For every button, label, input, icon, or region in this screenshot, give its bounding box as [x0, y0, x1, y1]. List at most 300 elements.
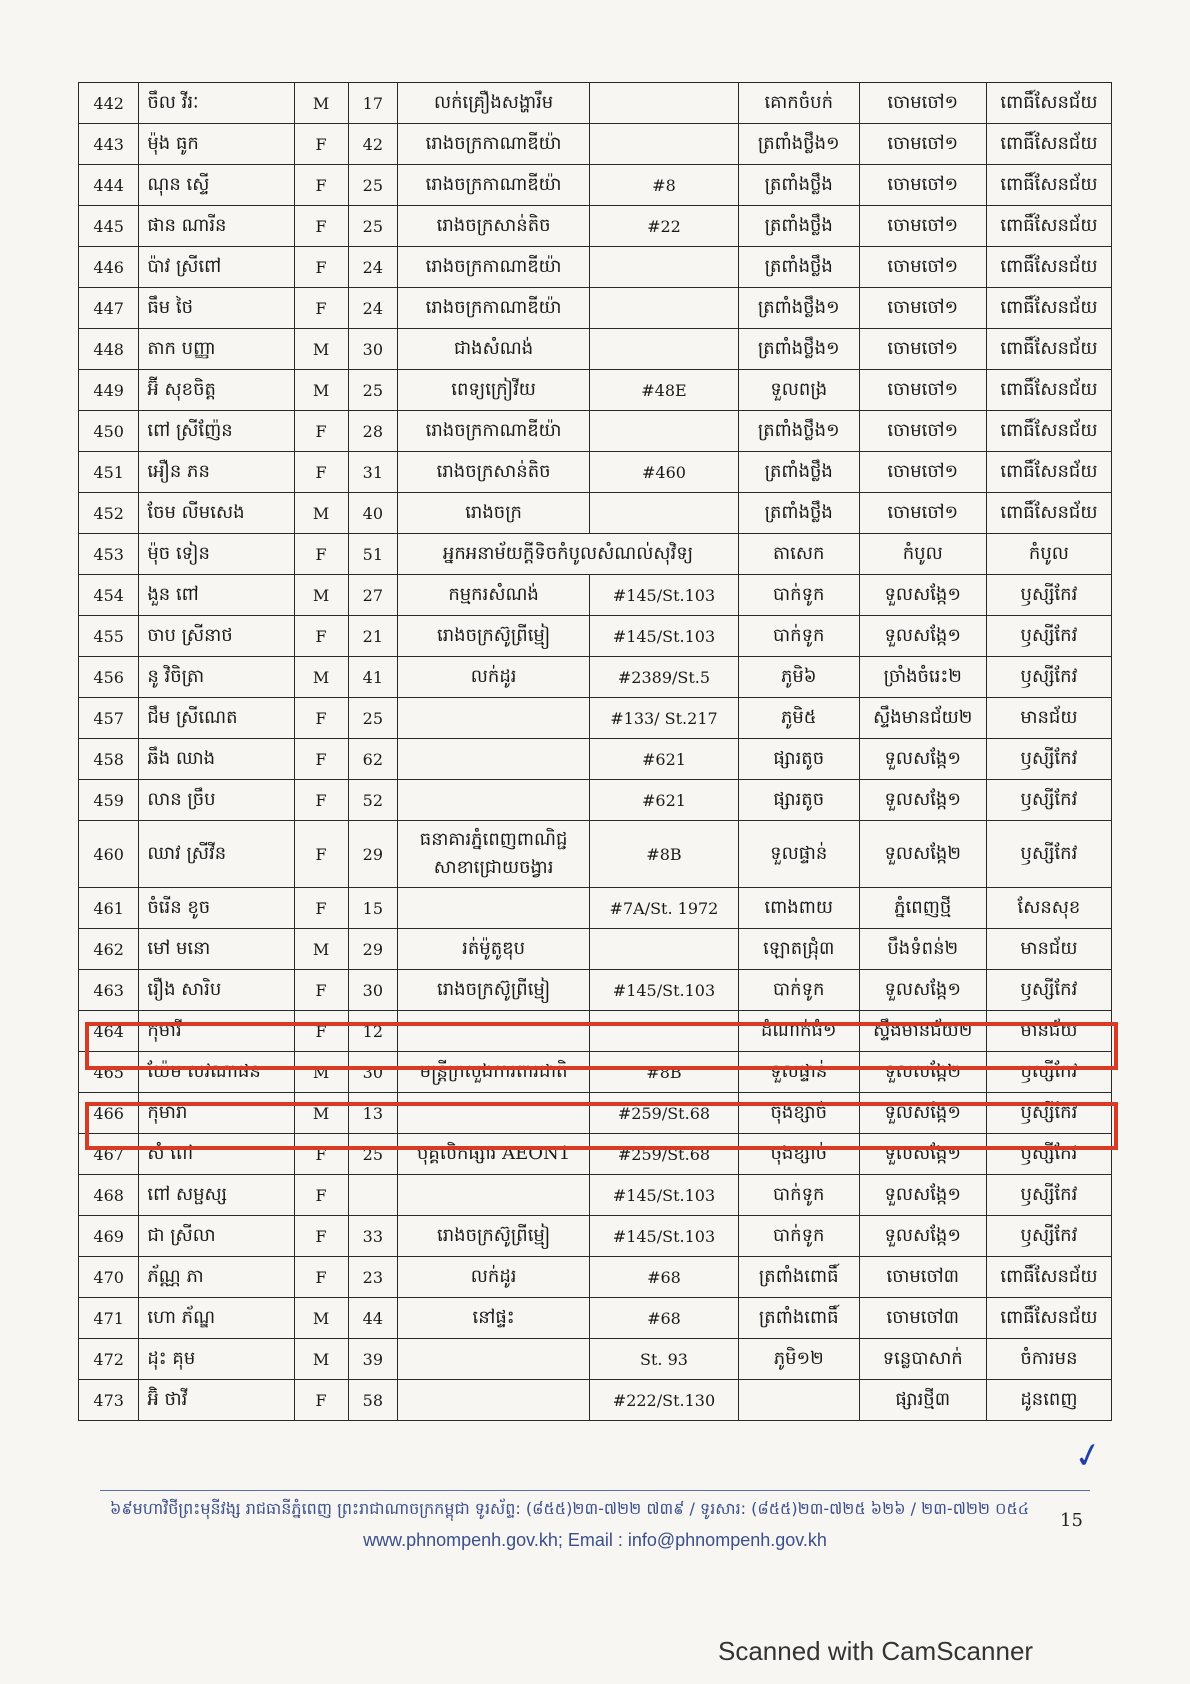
cell-village: ទួលផ្ទាន់ [738, 1052, 859, 1093]
cell-number: 461 [79, 888, 139, 929]
cell-village: ត្រពាំងថ្លឹង [738, 206, 859, 247]
cell-village: តាសេក [738, 534, 859, 575]
cell-name: ចែម លីមសេង [139, 493, 294, 534]
cell-name: អ៊ិ ថាវី [139, 1380, 294, 1421]
cell-commune: ទួលសង្កែ១ [859, 780, 986, 821]
table-row [79, 206, 1112, 247]
cell-age: 58 [348, 1380, 398, 1421]
cell-occupation: រោងចក្រកាណាឌីយ៉ា [398, 411, 590, 452]
cell-village [738, 1380, 859, 1421]
table-row [79, 83, 1112, 124]
cell-village: បាក់ទូក [738, 575, 859, 616]
table-row [79, 1175, 1112, 1216]
cell-village: ត្រពាំងពោធិ៍ [738, 1257, 859, 1298]
cell-district: ពោធិ៍សែនជ័យ [986, 165, 1111, 206]
cell-house-street: #133/ St.217 [590, 698, 739, 739]
cell-number: 455 [79, 616, 139, 657]
cell-house-street: #145/St.103 [590, 575, 739, 616]
cell-commune: ចោមចៅ១ [859, 411, 986, 452]
cell-house-street: #145/St.103 [590, 1216, 739, 1257]
cell-commune: ទួលសង្កែ១ [859, 1175, 986, 1216]
cell-age: 41 [348, 657, 398, 698]
cell-village: ចុងខ្សាច់ [738, 1134, 859, 1175]
cell-occupation [398, 1175, 590, 1216]
cell-number: 470 [79, 1257, 139, 1298]
cell-age [348, 1175, 398, 1216]
table-row [79, 329, 1112, 370]
cell-age: 25 [348, 1134, 398, 1175]
table-row [79, 1216, 1112, 1257]
cell-village: ភូមិ១២ [738, 1339, 859, 1380]
cell-sex: F [294, 288, 348, 329]
cell-house-street: #460 [590, 452, 739, 493]
cell-sex: M [294, 493, 348, 534]
cell-commune: ចោមចៅ១ [859, 370, 986, 411]
cell-district: ឫស្សីកែវ [986, 739, 1111, 780]
cell-name: លាន ច្រឹប [139, 780, 294, 821]
cell-name: អ៊ី សុខចិត្ត [139, 370, 294, 411]
cell-sex: F [294, 452, 348, 493]
table-row [79, 452, 1112, 493]
cell-district: ពោធិ៍សែនជ័យ [986, 452, 1111, 493]
cell-house-street [590, 1011, 739, 1052]
cell-village: ត្រពាំងថ្លឹង១ [738, 288, 859, 329]
cell-occupation: នៅផ្ទះ [398, 1298, 590, 1339]
table-row [79, 888, 1112, 929]
cell-house-street: #8B [590, 821, 739, 888]
cell-occupation [398, 1093, 590, 1134]
cell-name: តាក បញ្ញា [139, 329, 294, 370]
cell-house-street: St. 93 [590, 1339, 739, 1380]
cell-sex: M [294, 370, 348, 411]
cell-sex: F [294, 739, 348, 780]
cell-occupation: រោងចក្រស៊ូព្រីម្មៀ [398, 1216, 590, 1257]
cell-district: ពោធិ៍សែនជ័យ [986, 411, 1111, 452]
cell-village: ត្រពាំងថ្លឹង [738, 247, 859, 288]
cell-house-street: #8 [590, 165, 739, 206]
cell-house-street: #259/St.68 [590, 1093, 739, 1134]
cell-village: ត្រពាំងពោធិ៍ [738, 1298, 859, 1339]
table-row [79, 575, 1112, 616]
table-row [79, 1380, 1112, 1421]
cell-house-street: #259/St.68 [590, 1134, 739, 1175]
cell-house-street [590, 83, 739, 124]
cell-village: ផ្សារតូច [738, 780, 859, 821]
cell-occupation: អ្នកអនាម័យក្ដីទិចកំបូលសំណល់សុវិទ្យ [398, 534, 739, 575]
table-row [79, 1257, 1112, 1298]
cell-age: 15 [348, 888, 398, 929]
cell-age: 31 [348, 452, 398, 493]
cell-name: កុមារា [139, 1093, 294, 1134]
page-number: 15 [1060, 1510, 1083, 1531]
cell-district: ពោធិ៍សែនជ័យ [986, 83, 1111, 124]
table-row [79, 165, 1112, 206]
table-row [79, 534, 1112, 575]
table-row [79, 1339, 1112, 1380]
cell-sex: F [294, 165, 348, 206]
cell-name: នូ វិចិត្រា [139, 657, 294, 698]
cell-commune: ទួលសង្កែ១ [859, 1216, 986, 1257]
cell-name: មៅ មនោ [139, 929, 294, 970]
cell-name: ជឹម ស្រីណេត [139, 698, 294, 739]
cell-number: 449 [79, 370, 139, 411]
cell-district: ឫស្សីកែវ [986, 1175, 1111, 1216]
cell-number: 462 [79, 929, 139, 970]
cell-sex: F [294, 616, 348, 657]
cell-sex: M [294, 657, 348, 698]
cell-district: ឫស្សីកែវ [986, 1093, 1111, 1134]
cell-commune: ចោមចៅ១ [859, 452, 986, 493]
cell-commune: ទន្លេបាសាក់ [859, 1339, 986, 1380]
cell-name: ម៉ុច ទៀន [139, 534, 294, 575]
cell-district: ពោធិ៍សែនជ័យ [986, 247, 1111, 288]
cell-occupation: រោងចក្រស៊ូព្រីម្មៀ [398, 970, 590, 1011]
cell-occupation: រោងចក្រកាណាឌីយ៉ា [398, 165, 590, 206]
cell-commune: ច្រាំងចំរេះ២ [859, 657, 986, 698]
cell-name: ពៅ ស្រីញ៉ែន [139, 411, 294, 452]
cell-occupation [398, 739, 590, 780]
cell-house-street [590, 329, 739, 370]
cell-house-street: #145/St.103 [590, 616, 739, 657]
cell-age: 27 [348, 575, 398, 616]
cell-number: 448 [79, 329, 139, 370]
table-row [79, 698, 1112, 739]
cell-sex: F [294, 247, 348, 288]
cell-village: បាក់ទូក [738, 1216, 859, 1257]
table-row [79, 657, 1112, 698]
cell-age: 42 [348, 124, 398, 165]
cell-district: មានជ័យ [986, 929, 1111, 970]
cell-commune: ទួលសង្កែ២ [859, 821, 986, 888]
cell-number: 453 [79, 534, 139, 575]
footer-divider [100, 1490, 1090, 1491]
cell-commune: ទួលសង្កែ២ [859, 1052, 986, 1093]
cell-age: 25 [348, 370, 398, 411]
cell-number: 471 [79, 1298, 139, 1339]
cell-house-street [590, 411, 739, 452]
cell-village: ផ្សារតូច [738, 739, 859, 780]
cell-sex: M [294, 575, 348, 616]
table-row [79, 247, 1112, 288]
cell-house-street: #22 [590, 206, 739, 247]
handwritten-check-icon: ✓ [1070, 1433, 1107, 1479]
cell-house-street: #68 [590, 1257, 739, 1298]
cell-name: ងួន ពៅ [139, 575, 294, 616]
cell-village: ត្រពាំងថ្លឹង [738, 452, 859, 493]
cell-occupation: រោងចក្រសាន់តិច [398, 206, 590, 247]
cell-occupation [398, 1011, 590, 1052]
cell-district: មានជ័យ [986, 1011, 1111, 1052]
cell-district: ពោធិ៍សែនជ័យ [986, 1257, 1111, 1298]
cell-house-street: #7A/St. 1972 [590, 888, 739, 929]
cell-number: 457 [79, 698, 139, 739]
cell-age: 33 [348, 1216, 398, 1257]
cell-sex: F [294, 1175, 348, 1216]
cell-name: ធឹម ថៃ [139, 288, 294, 329]
cell-occupation: មន្ត្រីក្រសួងការពារជាតិ [398, 1052, 590, 1093]
cell-village: ត្រពាំងថ្លឹង [738, 165, 859, 206]
cell-commune: ទួលសង្កែ១ [859, 1134, 986, 1175]
cell-district: ពោធិ៍សែនជ័យ [986, 329, 1111, 370]
cell-sex: F [294, 206, 348, 247]
cell-occupation: លក់ដូរ [398, 657, 590, 698]
cell-village: បាក់ទូក [738, 616, 859, 657]
cell-name: ពៅ សម្ផស្ស [139, 1175, 294, 1216]
cell-age: 51 [348, 534, 398, 575]
records-table [78, 82, 1112, 1421]
cell-sex: M [294, 1052, 348, 1093]
cell-sex: M [294, 329, 348, 370]
table-row [79, 1011, 1112, 1052]
cell-sex: F [294, 1134, 348, 1175]
cell-sex: F [294, 780, 348, 821]
cell-occupation: បុគ្គលិកផ្សារ AEON1 [398, 1134, 590, 1175]
cell-village: ទួលផ្ទាន់ [738, 821, 859, 888]
cell-house-street: #621 [590, 739, 739, 780]
cell-name: ចាប ស្រីនាថ [139, 616, 294, 657]
cell-number: 454 [79, 575, 139, 616]
cell-occupation [398, 698, 590, 739]
records-table-body [79, 83, 1112, 1421]
cell-name: ណុន ស្ទើ [139, 165, 294, 206]
cell-house-street: #8B [590, 1052, 739, 1093]
cell-age: 25 [348, 698, 398, 739]
cell-age: 39 [348, 1339, 398, 1380]
cell-village: បាក់ទូក [738, 1175, 859, 1216]
table-row [79, 739, 1112, 780]
cell-number: 451 [79, 452, 139, 493]
cell-district: ឫស្សីកែវ [986, 970, 1111, 1011]
cell-age: 62 [348, 739, 398, 780]
table-row [79, 288, 1112, 329]
cell-sex: M [294, 83, 348, 124]
cell-sex: M [294, 929, 348, 970]
table-row [79, 1134, 1112, 1175]
cell-number: 460 [79, 821, 139, 888]
cell-number: 472 [79, 1339, 139, 1380]
cell-occupation: ពេទ្យក្រៀវីយ [398, 370, 590, 411]
cell-age: 44 [348, 1298, 398, 1339]
cell-district: ឫស្សីកែវ [986, 1216, 1111, 1257]
cell-village: ពោងពាយ [738, 888, 859, 929]
cell-occupation [398, 780, 590, 821]
table-row [79, 124, 1112, 165]
cell-name: ដុះ គុម [139, 1339, 294, 1380]
cell-house-street [590, 288, 739, 329]
table-row [79, 1093, 1112, 1134]
footer-web-email: www.phnompenh.gov.kh; Email : info@phnompenh.gov.kh [363, 1530, 827, 1550]
cell-occupation: ធនាគារភ្នំពេញពាណិជ្ជ សាខាជ្រោយចង្វារ [398, 821, 590, 888]
cell-village: ត្រពាំងថ្លឹង១ [738, 124, 859, 165]
cell-number: 467 [79, 1134, 139, 1175]
cell-house-street: #2389/St.5 [590, 657, 739, 698]
scan-watermark: Scanned with CamScanner [718, 1636, 1034, 1666]
cell-occupation: រោងចក្រ [398, 493, 590, 534]
cell-commune: ស្ទឹងមានជ័យ២ [859, 1011, 986, 1052]
cell-occupation: លក់ដូរ [398, 1257, 590, 1298]
cell-name: ចំរើន ខូច [139, 888, 294, 929]
cell-number: 468 [79, 1175, 139, 1216]
cell-name: សំ ពៅ [139, 1134, 294, 1175]
cell-sex: M [294, 1339, 348, 1380]
cell-sex: F [294, 411, 348, 452]
table-row [79, 616, 1112, 657]
table-row [79, 411, 1112, 452]
records-table-wrap [78, 82, 1112, 1421]
table-row [79, 780, 1112, 821]
cell-district: ពោធិ៍សែនជ័យ [986, 1298, 1111, 1339]
cell-commune: កំបូល [859, 534, 986, 575]
cell-commune: ភ្នំពេញថ្មី [859, 888, 986, 929]
cell-number: 447 [79, 288, 139, 329]
cell-name: ភ័ណ្ណ ភា [139, 1257, 294, 1298]
cell-number: 465 [79, 1052, 139, 1093]
cell-name: ចឹល វីរៈ [139, 83, 294, 124]
cell-commune: ចោមចៅ១ [859, 329, 986, 370]
cell-age: 28 [348, 411, 398, 452]
cell-house-street [590, 493, 739, 534]
cell-commune: ស្ទឹងមានជ័យ២ [859, 698, 986, 739]
cell-district: ឫស្សីកែវ [986, 821, 1111, 888]
cell-number: 469 [79, 1216, 139, 1257]
cell-district: ឫស្សីកែវ [986, 1134, 1111, 1175]
cell-age: 21 [348, 616, 398, 657]
cell-number: 464 [79, 1011, 139, 1052]
cell-village: ត្រពាំងថ្លឹង [738, 493, 859, 534]
cell-village: ភូមិ៦ [738, 657, 859, 698]
cell-house-street: #68 [590, 1298, 739, 1339]
cell-sex: F [294, 888, 348, 929]
cell-number: 446 [79, 247, 139, 288]
cell-village: ឡោតជ្រុំ៣ [738, 929, 859, 970]
cell-commune: ទួលសង្កែ១ [859, 616, 986, 657]
cell-name: ប៉ាវ ស្រីពៅ [139, 247, 294, 288]
cell-commune: ចោមចៅ៣ [859, 1257, 986, 1298]
cell-name: ម៉ុង ធូក [139, 124, 294, 165]
cell-number: 466 [79, 1093, 139, 1134]
cell-house-street [590, 124, 739, 165]
cell-district: ឫស្សីកែវ [986, 575, 1111, 616]
cell-age: 12 [348, 1011, 398, 1052]
cell-district: សែនសុខ [986, 888, 1111, 929]
cell-sex: F [294, 821, 348, 888]
cell-house-street: #145/St.103 [590, 970, 739, 1011]
cell-sex: F [294, 1257, 348, 1298]
cell-village: ភូមិ៥ [738, 698, 859, 739]
table-row [79, 821, 1112, 888]
cell-age: 29 [348, 929, 398, 970]
cell-commune: បឹងទំពន់២ [859, 929, 986, 970]
cell-age: 30 [348, 329, 398, 370]
cell-house-street: #145/St.103 [590, 1175, 739, 1216]
cell-district: ឫស្សីកែវ [986, 780, 1111, 821]
cell-district: កំបូល [986, 534, 1111, 575]
cell-district: ឫស្សីកែវ [986, 1052, 1111, 1093]
cell-occupation: ជាងសំណង់ [398, 329, 590, 370]
cell-number: 443 [79, 124, 139, 165]
cell-occupation [398, 1339, 590, 1380]
cell-name: ហោ ភ័ណ្ឌ [139, 1298, 294, 1339]
cell-district: ឫស្សីកែវ [986, 616, 1111, 657]
cell-village: គោកចំបក់ [738, 83, 859, 124]
cell-sex: F [294, 698, 348, 739]
cell-name: ផាន ណារីន [139, 206, 294, 247]
cell-sex: F [294, 534, 348, 575]
cell-sex: F [294, 1011, 348, 1052]
table-row [79, 1298, 1112, 1339]
cell-district: ចំការមន [986, 1339, 1111, 1380]
cell-age: 30 [348, 1052, 398, 1093]
cell-number: 456 [79, 657, 139, 698]
cell-name: អឿន ភន [139, 452, 294, 493]
cell-occupation: រោងចក្រកាណាឌីយ៉ា [398, 247, 590, 288]
table-row [79, 1052, 1112, 1093]
cell-house-street: #222/St.130 [590, 1380, 739, 1421]
cell-occupation: រត់ម៉ូតូឌុប [398, 929, 590, 970]
cell-name: កុមារី [139, 1011, 294, 1052]
cell-commune: ចោមចៅ១ [859, 206, 986, 247]
cell-commune: ចោមចៅ១ [859, 493, 986, 534]
cell-district: ពោធិ៍សែនជ័យ [986, 288, 1111, 329]
cell-commune: ចោមចៅ១ [859, 247, 986, 288]
cell-village: ដំណាក់ធំ១ [738, 1011, 859, 1052]
cell-sex: M [294, 1093, 348, 1134]
cell-age: 25 [348, 165, 398, 206]
cell-name: ឈាវ ស្រីវីន [139, 821, 294, 888]
cell-house-street [590, 929, 739, 970]
cell-village: ទួលពង្រ [738, 370, 859, 411]
cell-commune: ចោមចៅ១ [859, 165, 986, 206]
cell-commune: ទួលសង្កែ១ [859, 575, 986, 616]
cell-commune: ចោមចៅ៣ [859, 1298, 986, 1339]
cell-age: 25 [348, 206, 398, 247]
cell-number: 473 [79, 1380, 139, 1421]
cell-number: 452 [79, 493, 139, 534]
cell-commune: ទួលសង្កែ១ [859, 739, 986, 780]
cell-occupation: រោងចក្រសាន់តិច [398, 452, 590, 493]
cell-number: 444 [79, 165, 139, 206]
cell-sex: F [294, 970, 348, 1011]
cell-age: 24 [348, 247, 398, 288]
cell-commune: ចោមចៅ១ [859, 124, 986, 165]
cell-district: ពោធិ៍សែនជ័យ [986, 124, 1111, 165]
cell-number: 442 [79, 83, 139, 124]
table-row [79, 370, 1112, 411]
cell-age: 40 [348, 493, 398, 534]
cell-number: 458 [79, 739, 139, 780]
cell-district: ពោធិ៍សែនជ័យ [986, 493, 1111, 534]
cell-number: 463 [79, 970, 139, 1011]
cell-sex: F [294, 124, 348, 165]
table-row [79, 493, 1112, 534]
cell-age: 23 [348, 1257, 398, 1298]
cell-age: 24 [348, 288, 398, 329]
cell-occupation: រោងចក្រស៊ូព្រីម្មៀ [398, 616, 590, 657]
cell-village: ចុងខ្សាច់ [738, 1093, 859, 1134]
cell-number: 445 [79, 206, 139, 247]
cell-district: មានជ័យ [986, 698, 1111, 739]
cell-occupation: លក់គ្រឿងសង្ហារឹម [398, 83, 590, 124]
cell-village: ត្រពាំងថ្លឹង១ [738, 329, 859, 370]
cell-sex: F [294, 1380, 348, 1421]
cell-age: 30 [348, 970, 398, 1011]
cell-commune: ផ្សារថ្មី៣ [859, 1380, 986, 1421]
cell-number: 459 [79, 780, 139, 821]
cell-sex: F [294, 1216, 348, 1257]
cell-name: ឆឹង ឈាង [139, 739, 294, 780]
cell-age: 17 [348, 83, 398, 124]
cell-village: បាក់ទូក [738, 970, 859, 1011]
